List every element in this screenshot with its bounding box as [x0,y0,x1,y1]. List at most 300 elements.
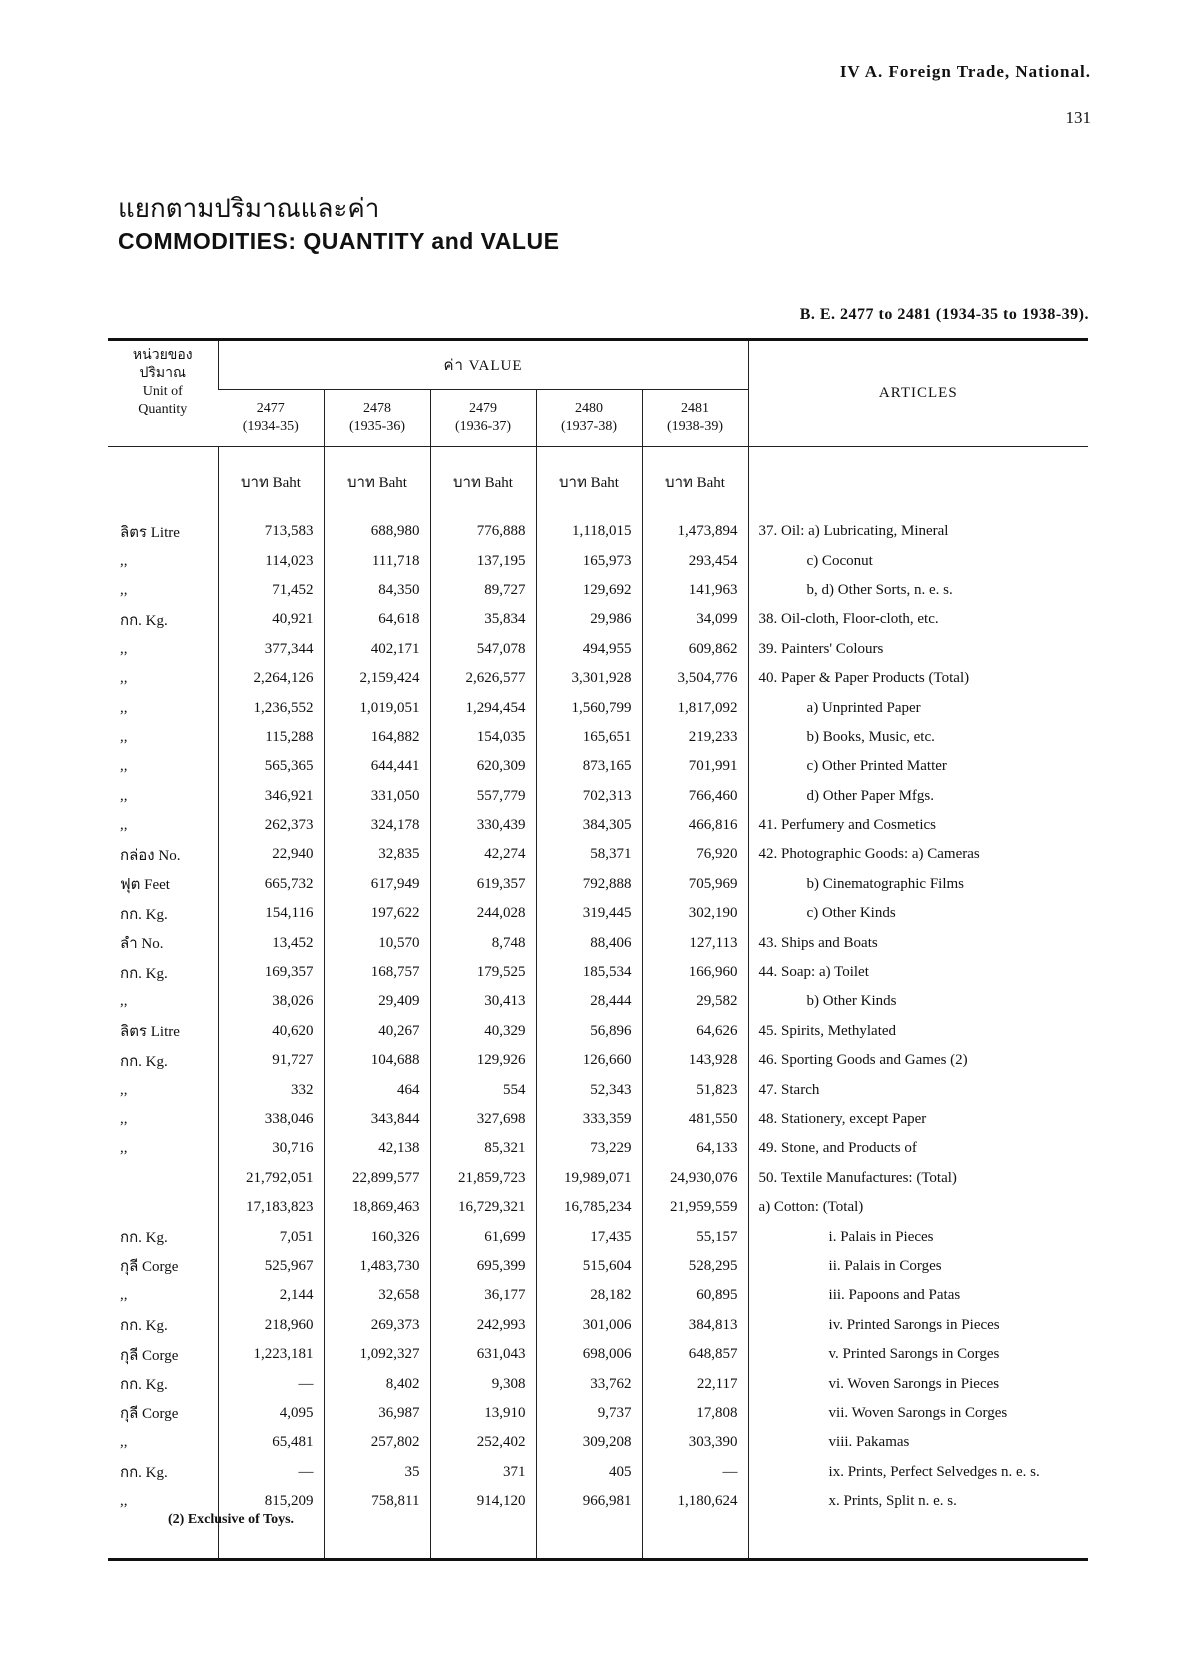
value-cell: 179,525 [430,958,536,987]
value-cell: 52,343 [536,1075,642,1104]
unit-cell: ,, [120,1111,128,1127]
article-cell: d) Other Paper Mfgs. [748,782,1088,811]
value-cell: 1,092,327 [324,1340,430,1369]
value-cell: 160,326 [324,1222,430,1251]
value-cell: 36,987 [324,1399,430,1428]
value-cell: 766,460 [642,782,748,811]
unit-cell: กุลี Corge [120,1347,179,1364]
year-be: 2480 [575,401,603,416]
value-cell: 665,732 [218,870,324,899]
value-cell: 698,006 [536,1340,642,1369]
unit-cell: ,, [120,1140,128,1157]
value-cell: 330,439 [430,811,536,840]
table-row [108,723,1088,752]
value-cell: 28,182 [536,1281,642,1310]
unit-cell: กุลี Corge [120,1406,179,1423]
year-header [324,390,430,447]
value-cell: 688,980 [324,517,430,546]
unit-cell [108,1164,218,1193]
table-row [108,752,1088,781]
value-cell: 219,233 [642,723,748,752]
table-row [108,987,1088,1016]
currency-label: บาท Baht [218,447,324,518]
value-cell: 1,560,799 [536,693,642,722]
value-cell: 377,344 [218,635,324,664]
unit-cell: กล่อง No. [120,847,181,864]
unit-cell: ,, [120,993,128,1010]
page-title: COMMODITIES: QUANTITY and VALUE [118,228,560,254]
value-cell: 17,808 [642,1399,748,1428]
year-header [536,390,642,447]
unit-cell: ,, [120,728,128,745]
value-cell: 40,620 [218,1017,324,1046]
article-cell: 47. Starch [748,1075,1088,1104]
value-cell: 554 [430,1075,536,1104]
table-row [108,1105,1088,1134]
currency-empty [748,447,1088,518]
value-cell: 402,171 [324,635,430,664]
value-cell: 252,402 [430,1428,536,1457]
value-cell: 1,236,552 [218,693,324,722]
table-row [108,899,1088,928]
unit-header-thai-2: ปริมาณ [139,366,186,381]
value-cell: 89,727 [430,576,536,605]
value-cell: 19,989,071 [536,1164,642,1193]
article-cell: 37. Oil: a) Lubricating, Mineral [748,517,1088,546]
table-row [108,928,1088,957]
unit-cell: ,, [120,787,128,804]
value-cell: 71,452 [218,576,324,605]
value-cell: 466,816 [642,811,748,840]
value-cell: 40,921 [218,605,324,634]
table-row [108,1134,1088,1163]
value-cell: 56,896 [536,1017,642,1046]
currency-row [108,447,1088,518]
unit-cell: ,, [120,817,128,834]
value-cell: 129,926 [430,1046,536,1075]
article-cell: vii. Woven Sarongs in Corges [748,1399,1088,1428]
value-cell: 481,550 [642,1105,748,1134]
value-cell: 873,165 [536,752,642,781]
unit-cell: กก. Kg. [120,1318,168,1335]
value-cell: 126,660 [536,1046,642,1075]
value-cell: 115,288 [218,723,324,752]
value-cell: 776,888 [430,517,536,546]
unit-cell: ลิตร Litre [120,1024,180,1041]
unit-cell [108,1193,218,1222]
value-cell: 164,882 [324,723,430,752]
value-cell: 309,208 [536,1428,642,1457]
value-cell: 33,762 [536,1369,642,1398]
table-row [108,1164,1088,1193]
table-row [108,811,1088,840]
value-cell: 34,099 [642,605,748,634]
currency-label: บาท Baht [324,447,430,518]
article-cell: ii. Palais in Corges [748,1252,1088,1281]
currency-label: บาท Baht [642,447,748,518]
title-thai: แยกตามปริมาณและค่า [118,194,380,224]
table-row [108,546,1088,575]
article-cell: 45. Spirits, Methylated [748,1017,1088,1046]
article-cell: c) Other Kinds [748,899,1088,928]
value-cell: 129,692 [536,576,642,605]
article-cell: iv. Printed Sarongs in Pieces [748,1311,1088,1340]
value-cell: 631,043 [430,1340,536,1369]
table-row [108,782,1088,811]
table-row [108,1311,1088,1340]
unit-cell: ,, [120,1434,128,1451]
article-cell: i. Palais in Pieces [748,1222,1088,1251]
year-ad: (1936-37) [455,419,511,434]
value-cell: 165,973 [536,546,642,575]
value-cell: 22,117 [642,1369,748,1398]
value-cell: 644,441 [324,752,430,781]
value-cell: 619,357 [430,870,536,899]
value-cell: 262,373 [218,811,324,840]
value-cell: 302,190 [642,899,748,928]
value-cell: 494,955 [536,635,642,664]
value-cell: 137,195 [430,546,536,575]
value-cell: 384,813 [642,1311,748,1340]
unit-cell: ลำ No. [120,936,164,953]
value-cell: 21,792,051 [218,1164,324,1193]
value-cell: 701,991 [642,752,748,781]
unit-cell: ลิตร Litre [120,524,180,541]
value-cell: 324,178 [324,811,430,840]
table-row [108,870,1088,899]
value-cell: 85,321 [430,1134,536,1163]
year-ad: (1935-36) [349,419,405,434]
table-row [108,1340,1088,1369]
article-cell: 48. Stationery, except Paper [748,1105,1088,1134]
value-cell: 343,844 [324,1105,430,1134]
value-cell: 244,028 [430,899,536,928]
value-cell: 61,699 [430,1222,536,1251]
value-cell: 42,274 [430,840,536,869]
article-cell: viii. Pakamas [748,1428,1088,1457]
article-cell: 42. Photographic Goods: a) Cameras [748,840,1088,869]
year-header [642,390,748,447]
value-cell: 705,969 [642,870,748,899]
value-cell: 60,895 [642,1281,748,1310]
year-be: 2481 [681,401,710,416]
page-number: 131 [1065,108,1091,127]
table-row [108,958,1088,987]
value-cell: 3,301,928 [536,664,642,693]
value-cell: 914,120 [430,1487,536,1516]
value-header: ค่า VALUE [218,341,748,390]
value-cell: 143,928 [642,1046,748,1075]
value-cell: 346,921 [218,782,324,811]
value-cell: 22,940 [218,840,324,869]
value-cell: 565,365 [218,752,324,781]
value-cell: 168,757 [324,958,430,987]
table-row [108,1369,1088,1398]
article-cell: vi. Woven Sarongs in Pieces [748,1369,1088,1398]
year-be: 2479 [469,401,497,416]
value-cell: 17,183,823 [218,1193,324,1222]
unit-cell: ฟุต Feet [120,877,170,894]
value-cell: 40,267 [324,1017,430,1046]
value-cell: 1,180,624 [642,1487,748,1516]
value-cell: 73,229 [536,1134,642,1163]
value-cell: 333,359 [536,1105,642,1134]
unit-cell: ,, [120,699,128,716]
value-cell: 557,779 [430,782,536,811]
value-cell: 405 [536,1458,642,1487]
unit-cell: ,, [120,581,128,598]
value-cell: 7,051 [218,1222,324,1251]
article-cell: ix. Prints, Perfect Selvedges n. e. s. [748,1458,1088,1487]
table-row [108,1075,1088,1104]
value-cell: 8,402 [324,1369,430,1398]
value-cell: 9,308 [430,1369,536,1398]
unit-cell: ,, [120,670,128,687]
table-row [108,1222,1088,1251]
unit-cell: กก. Kg. [120,612,168,629]
article-cell: b) Other Kinds [748,987,1088,1016]
value-cell: 91,727 [218,1046,324,1075]
article-cell: iii. Papoons and Patas [748,1281,1088,1310]
table-row [108,576,1088,605]
value-cell: 88,406 [536,928,642,957]
value-cell: 64,626 [642,1017,748,1046]
article-cell: b, d) Other Sorts, n. e. s. [748,576,1088,605]
value-cell: 185,534 [536,958,642,987]
value-cell: 30,716 [218,1134,324,1163]
value-cell: 141,963 [642,576,748,605]
period-label: B. E. 2477 to 2481 (1934-35 to 1938-39). [799,306,1089,323]
unit-cell: ,, [120,758,128,775]
value-cell: 13,452 [218,928,324,957]
value-cell: 966,981 [536,1487,642,1516]
value-cell: 2,159,424 [324,664,430,693]
value-cell: 29,986 [536,605,642,634]
value-cell: — [218,1369,324,1398]
footnote: (2) Exclusive of Toys. [168,1512,295,1527]
value-cell: 713,583 [218,517,324,546]
value-cell: 58,371 [536,840,642,869]
table-row [108,664,1088,693]
value-cell: 30,413 [430,987,536,1016]
value-cell: 293,454 [642,546,748,575]
table-row [108,1399,1088,1428]
article-cell: c) Other Printed Matter [748,752,1088,781]
value-cell: 32,835 [324,840,430,869]
value-cell: — [218,1458,324,1487]
value-cell: 76,920 [642,840,748,869]
table-row [108,1017,1088,1046]
value-cell: 384,305 [536,811,642,840]
article-cell: 46. Sporting Goods and Games (2) [748,1046,1088,1075]
table-row [108,605,1088,634]
value-cell: 84,350 [324,576,430,605]
value-cell: 1,223,181 [218,1340,324,1369]
unit-cell: ,, [120,640,128,657]
value-cell: 528,295 [642,1252,748,1281]
value-cell: 17,435 [536,1222,642,1251]
table-row [108,517,1088,546]
section-header: IV A. Foreign Trade, National. [839,62,1091,81]
unit-header-thai-1: หน่วยของ [132,348,193,363]
value-cell: 515,604 [536,1252,642,1281]
article-cell: v. Printed Sarongs in Corges [748,1340,1088,1369]
value-cell: 1,483,730 [324,1252,430,1281]
table-row [108,1252,1088,1281]
value-cell: 2,626,577 [430,664,536,693]
value-cell: 2,144 [218,1281,324,1310]
value-cell: 695,399 [430,1252,536,1281]
unit-cell: กุลี Corge [120,1259,179,1276]
year-be: 2477 [256,401,285,416]
value-cell: 32,658 [324,1281,430,1310]
unit-cell: ,, [120,552,128,569]
value-cell: 111,718 [324,546,430,575]
value-cell: 269,373 [324,1311,430,1340]
value-cell: 154,035 [430,723,536,752]
value-cell: 1,294,454 [430,693,536,722]
table-row [108,1281,1088,1310]
unit-cell: กก. Kg. [120,1053,168,1070]
year-ad: (1938-39) [667,419,724,434]
value-cell: 154,116 [218,899,324,928]
value-cell: 21,859,723 [430,1164,536,1193]
value-cell: 29,582 [642,987,748,1016]
value-cell: 16,785,234 [536,1193,642,1222]
value-cell: 303,390 [642,1428,748,1457]
year-header [430,390,536,447]
value-cell: 22,899,577 [324,1164,430,1193]
value-cell: 1,118,015 [536,517,642,546]
value-cell: 301,006 [536,1311,642,1340]
value-cell: 9,737 [536,1399,642,1428]
value-cell: 40,329 [430,1017,536,1046]
year-ad: (1937-38) [561,419,617,434]
value-cell: 1,473,894 [642,517,748,546]
value-cell: 42,138 [324,1134,430,1163]
value-cell: 218,960 [218,1311,324,1340]
value-cell: 166,960 [642,958,748,987]
table-body [108,517,1088,1516]
unit-cell: กก. Kg. [120,1465,168,1482]
article-cell: 44. Soap: a) Toilet [748,958,1088,987]
value-cell: 114,023 [218,546,324,575]
article-cell: 38. Oil-cloth, Floor-cloth, etc. [748,605,1088,634]
article-cell: 49. Stone, and Products of [748,1134,1088,1163]
table-row [108,1193,1088,1222]
article-cell: 40. Paper & Paper Products (Total) [748,664,1088,693]
value-cell: 169,357 [218,958,324,987]
value-cell: 525,967 [218,1252,324,1281]
value-cell: 24,930,076 [642,1164,748,1193]
value-cell: 758,811 [324,1487,430,1516]
value-cell: 165,651 [536,723,642,752]
year-ad: (1934-35) [242,419,299,434]
year-header [218,390,324,447]
unit-cell: กก. Kg. [120,965,168,982]
value-cell: 338,046 [218,1105,324,1134]
value-cell: 197,622 [324,899,430,928]
value-cell: 65,481 [218,1428,324,1457]
commodities-table [108,341,1088,1558]
value-cell: 1,019,051 [324,693,430,722]
value-cell: — [642,1458,748,1487]
value-cell: 35 [324,1458,430,1487]
value-cell: 10,570 [324,928,430,957]
value-cell: 327,698 [430,1105,536,1134]
value-cell: 4,095 [218,1399,324,1428]
value-cell: 18,869,463 [324,1193,430,1222]
unit-header [108,341,218,447]
value-cell: 815,209 [218,1487,324,1516]
table-row [108,1458,1088,1487]
value-cell: 28,444 [536,987,642,1016]
table-row [108,840,1088,869]
article-cell: a) Unprinted Paper [748,693,1088,722]
value-cell: 3,504,776 [642,664,748,693]
value-cell: 547,078 [430,635,536,664]
value-cell: 620,309 [430,752,536,781]
table-row [108,1046,1088,1075]
article-cell: 39. Painters' Colours [748,635,1088,664]
currency-label: บาท Baht [430,447,536,518]
value-cell: 16,729,321 [430,1193,536,1222]
value-cell: 242,993 [430,1311,536,1340]
article-cell: x. Prints, Split n. e. s. [748,1487,1088,1516]
year-be: 2478 [363,401,391,416]
unit-cell: ,, [120,1493,128,1510]
unit-header-en-1: Unit of [142,384,183,399]
value-cell: 104,688 [324,1046,430,1075]
article-cell: 41. Perfumery and Cosmetics [748,811,1088,840]
value-cell: 29,409 [324,987,430,1016]
value-cell: 332 [218,1075,324,1104]
value-cell: 331,050 [324,782,430,811]
unit-cell: กก. Kg. [120,1377,168,1394]
currency-label: บาท Baht [536,447,642,518]
value-cell: 617,949 [324,870,430,899]
value-cell: 702,313 [536,782,642,811]
value-cell: 127,113 [642,928,748,957]
value-cell: 35,834 [430,605,536,634]
value-cell: 609,862 [642,635,748,664]
value-cell: 371 [430,1458,536,1487]
commodities-table-frame [108,338,1088,1561]
unit-cell: ,, [120,1081,128,1098]
value-cell: 38,026 [218,987,324,1016]
article-cell: b) Cinematographic Films [748,870,1088,899]
value-cell: 648,857 [642,1340,748,1369]
table-row [108,1428,1088,1457]
unit-cell: กก. Kg. [120,1230,168,1247]
article-cell: 50. Textile Manufactures: (Total) [748,1164,1088,1193]
article-cell: a) Cotton: (Total) [748,1193,1088,1222]
value-cell: 8,748 [430,928,536,957]
value-cell: 64,618 [324,605,430,634]
value-cell: 257,802 [324,1428,430,1457]
article-cell: 43. Ships and Boats [748,928,1088,957]
value-cell: 319,445 [536,899,642,928]
unit-header-en-2: Quantity [138,402,188,417]
unit-cell: กก. Kg. [120,906,168,923]
value-cell: 464 [324,1075,430,1104]
value-cell: 55,157 [642,1222,748,1251]
value-cell: 13,910 [430,1399,536,1428]
articles-header: ARTICLES [748,341,1088,447]
value-cell: 64,133 [642,1134,748,1163]
value-cell: 36,177 [430,1281,536,1310]
table-row [108,635,1088,664]
